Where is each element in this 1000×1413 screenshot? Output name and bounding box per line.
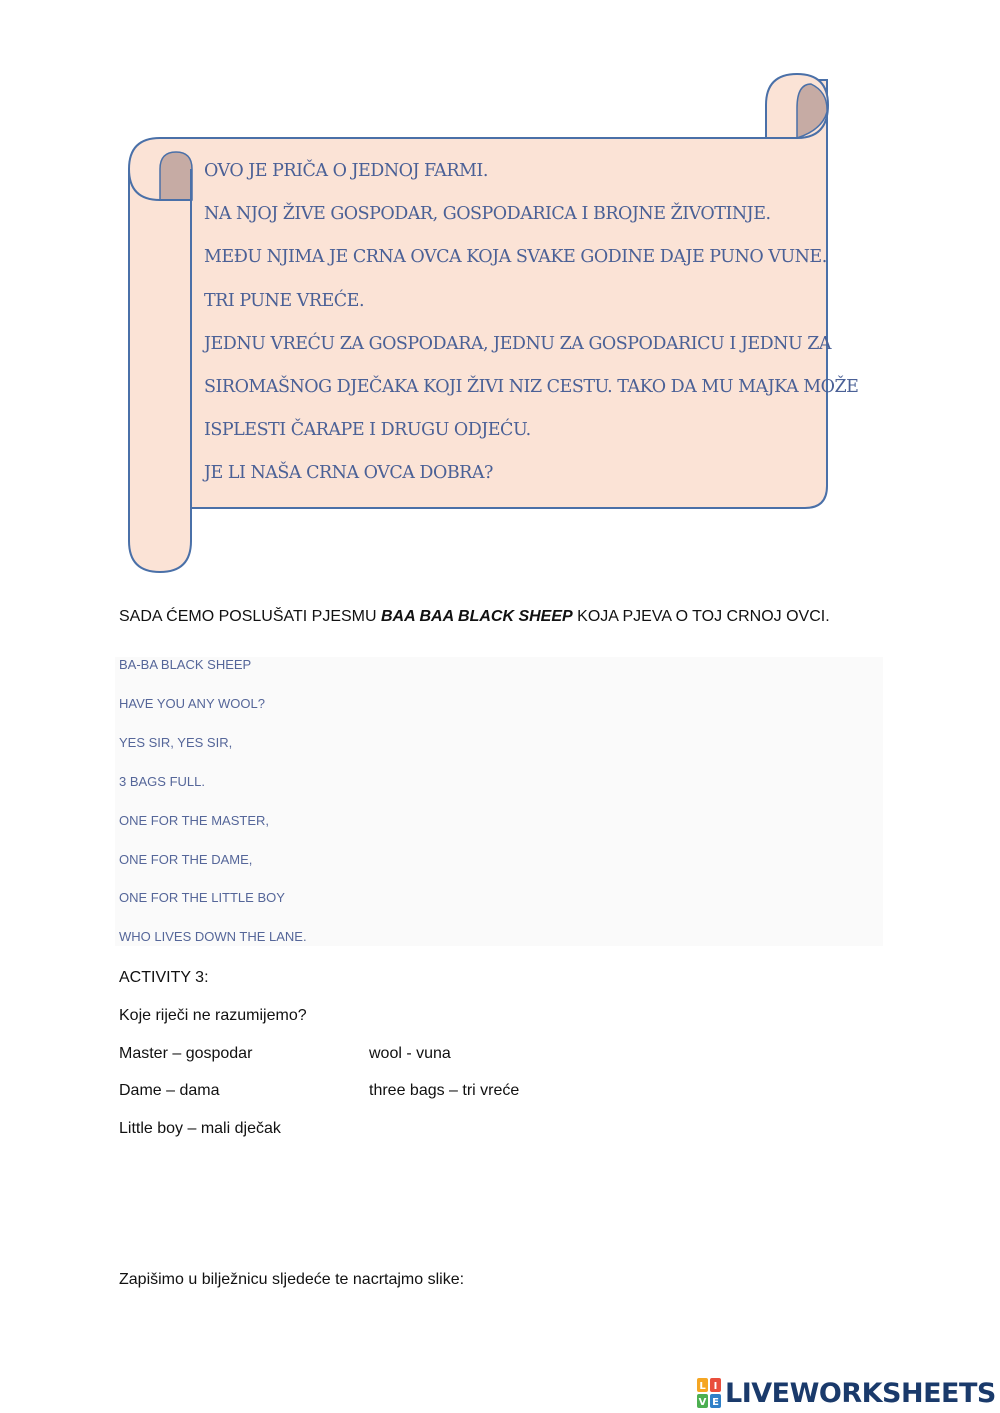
logo-letter: I — [713, 1381, 718, 1392]
logo-letter: L — [699, 1381, 706, 1392]
song-intro-prefix: SADA ĆEMO POSLUŠATI PJESMU — [119, 608, 381, 625]
story-line: OVO JE PRIČA O JEDNOJ FARMI. — [204, 161, 488, 181]
story-line: NA NJOJ ŽIVE GOSPODAR, GOSPODARICA I BROJNE ŽIVOTINJE. — [204, 204, 771, 225]
story-line: TRI PUNE VREĆE. — [204, 290, 365, 311]
liveworksheets-wordmark: LIVEWORKSHEETS — [725, 1377, 996, 1409]
song-title: BAA BAA BLACK SHEEP — [380, 608, 573, 625]
logo-letter: E — [712, 1397, 719, 1408]
vocab-master: Master – gospodar — [119, 1045, 253, 1062]
lyric-line: ONE FOR THE MASTER, — [119, 813, 269, 828]
story-text — [204, 156, 859, 502]
scroll-left-curl — [160, 152, 192, 200]
lyric-line: HAVE YOU ANY WOOL? — [119, 696, 265, 711]
lyric-line: ONE FOR THE LITTLE BOY — [119, 890, 285, 905]
story-line: MEĐU NJIMA JE CRNA OVCA KOJA SVAKE GODINE DAJE PUNO VUNE. — [204, 247, 827, 268]
lyrics-box — [115, 657, 883, 946]
lyric-line: BA-BA BLACK SHEEP — [119, 657, 252, 672]
vocab-three-bags: three bags – tri vreće — [369, 1082, 520, 1099]
story-line: JEDNU VREĆU ZA GOSPODARA, JEDNU ZA GOSPODARICU I JEDNU ZA — [204, 333, 832, 354]
song-intro-suffix: KOJA PJEVA O TOJ CRNOJ OVCI. — [572, 608, 830, 625]
song-intro — [119, 608, 830, 626]
vocab-dame: Dame – dama — [119, 1082, 220, 1099]
lyric-line: ONE FOR THE DAME, — [119, 852, 253, 867]
activity-question: Koje riječi ne razumijemo? — [119, 1007, 307, 1024]
lyric-line: WHO LIVES DOWN THE LANE. — [119, 929, 307, 944]
lyric-line: YES SIR, YES SIR, — [119, 735, 233, 750]
logo-letter: V — [698, 1397, 707, 1408]
activity-title: ACTIVITY 3: — [119, 969, 209, 986]
vocab-little-boy: Little boy – mali dječak — [119, 1120, 281, 1137]
lyric-line: 3 BAGS FULL. — [119, 774, 205, 789]
story-line: JE LI NAŠA CRNA OVCA DOBRA? — [204, 463, 493, 484]
liveworksheets-logo-icon — [697, 1378, 721, 1408]
vocab-wool: wool - vuna — [369, 1045, 451, 1062]
story-line: ISPLESTI ČARAPE I DRUGU ODJEĆU. — [204, 420, 531, 441]
notebook-instruction: Zapišimo u bilježnicu sljedeće te nacrtajmo slike: — [119, 1271, 465, 1288]
liveworksheets-logo — [697, 1376, 996, 1410]
story-line: SIROMAŠNOG DJEČAKA KOJI ŽIVI NIZ CESTU. TAKO DA MU MAJKA MOŽE — [204, 376, 859, 397]
